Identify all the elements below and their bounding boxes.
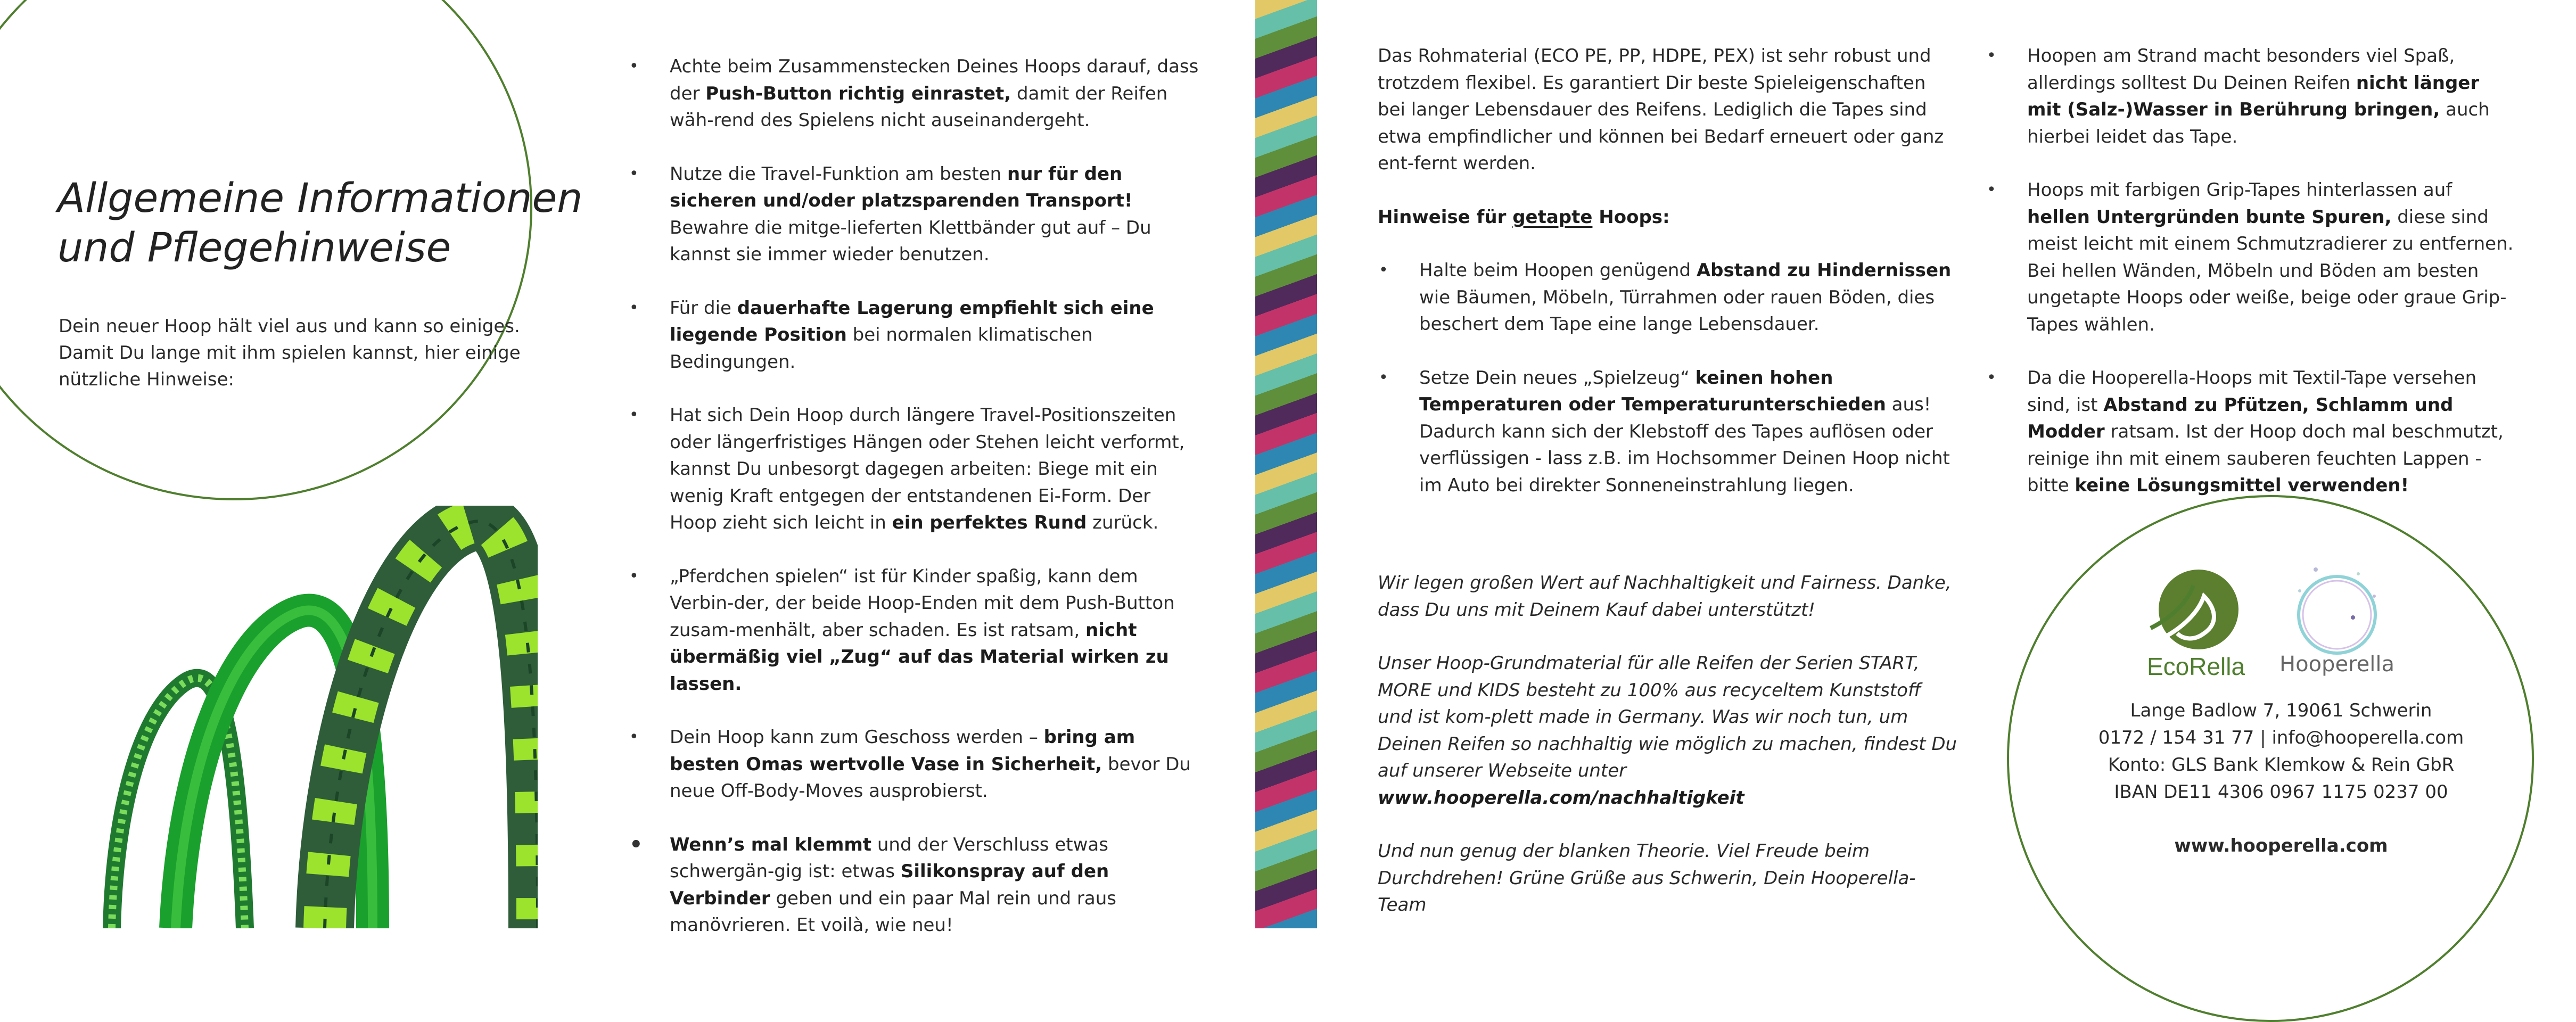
list-item: • Da die Hooperella-Hoops mit Textil-Tape versehen sind, ist Abstand zu Pfützen, Schlamm und Modder ratsam. Ist der Hoop doch mal beschmutzt, reinige ihn mit einem sauberen feuchten Lappen - bitte keine Lösungsmittel verwenden! [1986,365,2518,499]
hoops-image [96,506,538,928]
intro-text: Dein neuer Hoop hält viel aus und kann so einiges. Damit Du lange mit ihm spielen kannst, hier einige nützliche Hinweise: [59,316,521,390]
page-title [57,173,600,272]
care-tips-list [1986,43,2518,499]
list-item: • „Pferdchen spielen“ ist für Kinder spaßig, kann dem Verbin-der, der beide Hoop-Enden mit dem Push-Button zusam-menhält, aber schaden. Es ist ratsam, nicht übermäßig viel „Zug“ auf das Material wirken zu lassen. [628,563,1203,698]
list-item: • Setze Dein neues „Spielzeug“ keinen hohen Temperaturen oder Temperaturunterschieden aus! Dadurch kann sich der Klebstoff des Tapes auflösen oder verflüssigen - lass z.B. im Hochsommer Deinen Hoop nicht im Auto bei direkter Sonneneinstrahlung liegen. [1378,365,1958,499]
list-item: • Wenn’s mal klemmt und der Verschluss etwas schwergän-gig ist: etwas Silikonspray auf den Verbinder geben und ein paar Mal rein und raus manövrieren. Et voilà, wie neu! [628,831,1203,939]
taped-hoops-heading: Hinweise für getapte Hoops: [1378,206,1670,228]
title-line-2: und Pflegehinweise [57,224,451,271]
list-item: • Halte beim Hoopen genügend Abstand zu Hindernissen wie Bäumen, Möbeln, Türrahmen oder rauen Böden, dies beschert dem Tape eine lange Lebensdauer. [1378,257,1958,338]
ecorella-logo-icon [2140,564,2246,660]
title-line-1: Allgemeine Informationen [57,174,583,221]
bank-account: Konto: GLS Bank Klemkow & Rein GbR [2108,754,2455,776]
panel-2-tips [628,53,1203,966]
panel-4-tips [1986,43,2518,526]
list-item: • Hoopen am Strand macht besonders viel Spaß, allerdings solltest Du Deinen Reifen nicht länger mit (Salz-)Wasser in Berührung bringen, auch hierbei leidet das Tape. [1986,43,2518,150]
sustainability-link[interactable]: www.hooperella.com/nachhaltigkeit [1378,787,1744,809]
list-item: • Für die dauerhafte Lagerung empfiehlt sich eine liegende Position bei normalen klimatischen Bedingungen. [628,295,1203,376]
contact-info [2055,697,2507,860]
list-item: • Hat sich Dein Hoop durch längere Travel-Positionszeiten oder längerfristiges Hängen oder Stehen leicht verformt, kannst Du unbesorgt dagegen arbeiten: Biege mit ein wenig Kraft entgegen der entstandenen Ei-Form. Der Hoop zieht sich leicht in ein perfektes Rund zurück. [628,402,1203,537]
hooperella-brand: Hooperella [2279,652,2394,677]
decorative-stripe-band [1255,0,1317,928]
tips-list [628,53,1203,939]
sustainability-text: Wir legen großen Wert auf Nachhaltigkeit und Fairness. Danke, dass Du uns mit Deinem Kauf dabei unterstützt! Unser Hoop-Grundmaterial für alle Reifen der Serien START, MORE und KIDS besteht zu 100% aus recyceltem Kunststoff und ist kom-plett made in Germany. Was wir noch tun, um Deinen Reifen so nachhaltig wie möglich zu machen, findest Du auf unserer Webseite unter www.hooperella.com/nachhaltigkeit Und nun genug der blanken Theorie. Viel Freude beim Durchdrehen! Grüne Grüße aus Schwerin, Dein Hooperella-Team [1378,572,1957,916]
website-link[interactable]: www.hooperella.com [2174,835,2388,856]
iban: IBAN DE11 4306 0967 1175 0237 00 [2114,781,2448,803]
phone-email[interactable]: 0172 / 154 31 77 | info@hooperella.com [2098,727,2464,748]
material-paragraph: Das Rohmaterial (ECO PE, PP, HDPE, PEX) ist sehr robust und trotzdem flexibel. Es garantiert Dir beste Spieleigenschaften bei langer Lebensdauer des Reifens. Lediglich die Tapes sind etwa empfindlicher und können bei Bedarf erneuert oder ganz ent-fernt werden. [1378,45,1944,174]
address: Lange Badlow 7, 19061 Schwerin [2130,700,2432,721]
list-item: • Achte beim Zusammenstecken Deines Hoops darauf, dass der Push-Button richtig einrastet, damit der Reifen wäh-rend des Spielens nicht auseinandergeht. [628,53,1203,134]
list-item: • Hoops mit farbigen Grip-Tapes hinterlassen auf hellen Untergründen bunte Spuren, diese sind meist leicht mit einem Schmutzradierer zu entfernen. Bei hellen Wänden, Möbeln und Böden am besten ungetapte Hoops oder weiße, beige oder graue Grip-Tapes wählen. [1986,177,2518,338]
ecorella-brand: EcoRella [2146,653,2245,680]
taped-tips-list [1378,257,1958,499]
list-item: • Dein Hoop kann zum Geschoss werden – bring am besten Omas wertvolle Vase in Sicherheit, bevor Du neue Off-Body-Moves ausprobierst. [628,724,1203,805]
list-item: • Nutze die Travel-Funktion am besten nur für den sicheren und/oder platzsparenden Transport! Bewahre die mitge-lieferten Klettbänder gut auf – Du kannst sie immer wieder benutzen. [628,161,1203,268]
panel-3-material [1378,43,1958,525]
hooperella-logo-icon [2284,559,2390,660]
